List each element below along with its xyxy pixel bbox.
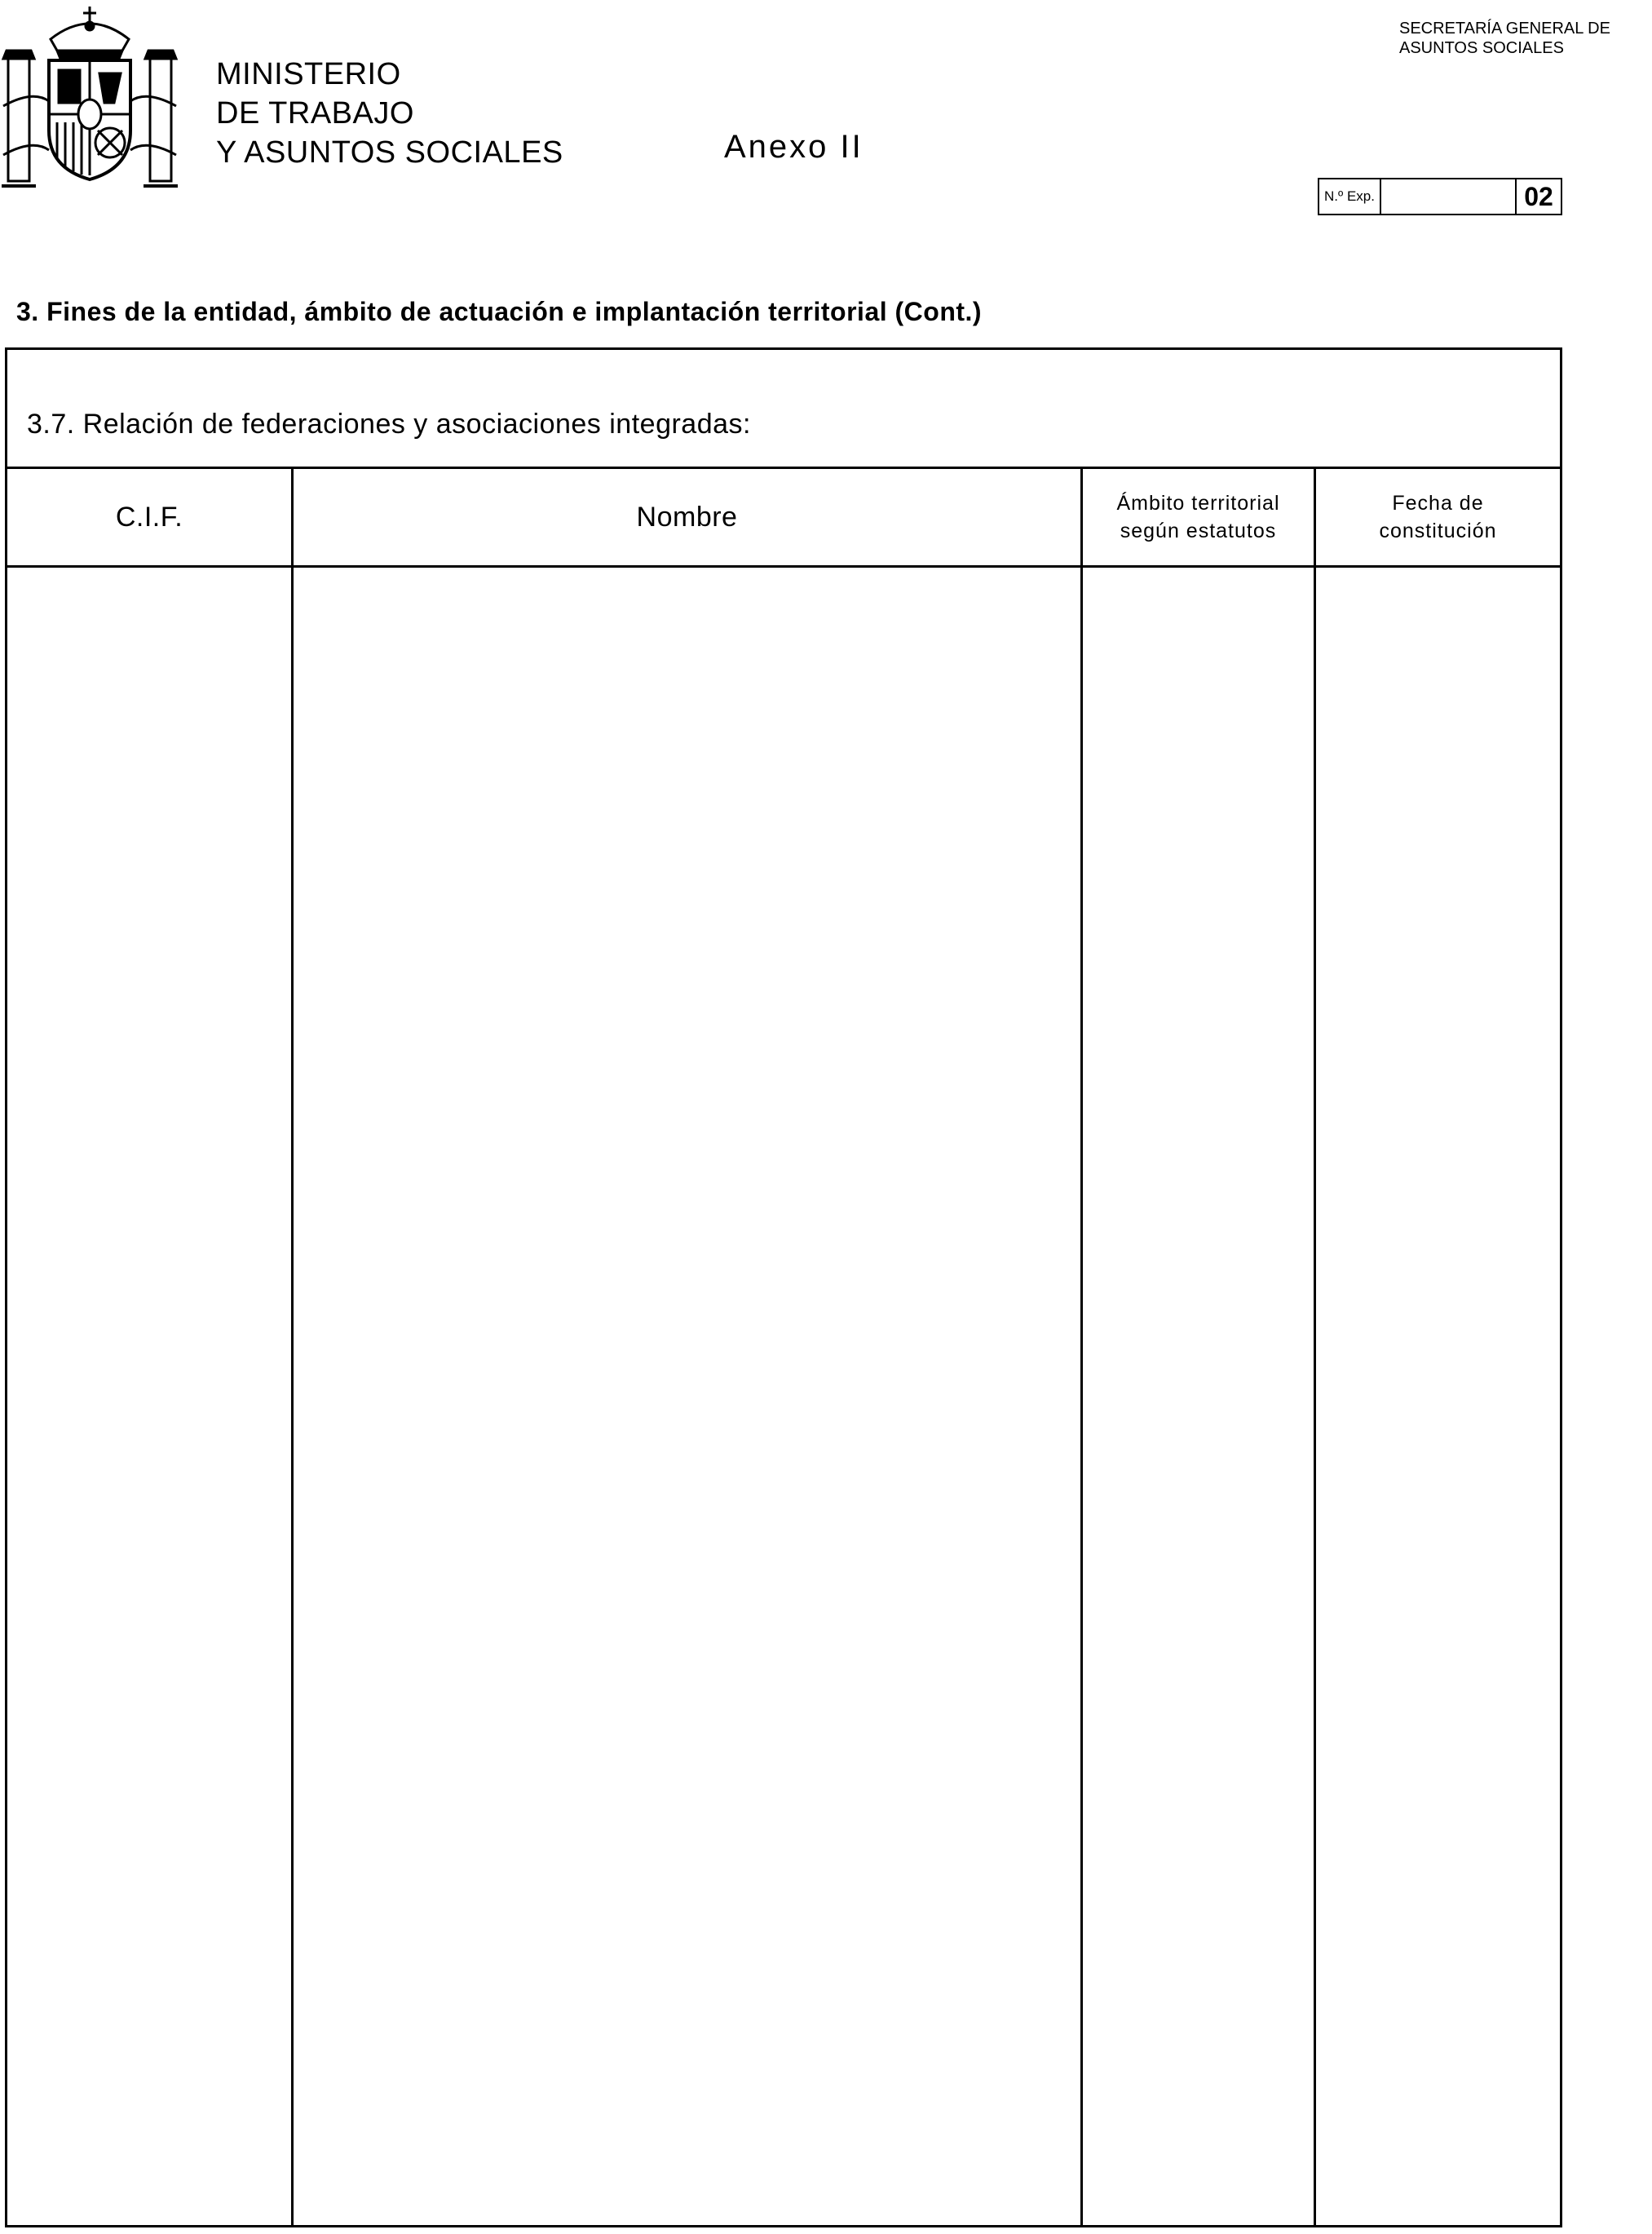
column-header-fecha-constitucion: Fecha de constitución <box>1379 492 1497 542</box>
ministry-name-line-2: DE TRABAJO <box>216 96 414 131</box>
ministry-name-line-3: Y ASUNTOS SOCIALES <box>216 135 563 170</box>
form-code: 02 <box>1515 179 1561 214</box>
expedient-number-box <box>1318 178 1562 215</box>
nombre-entry-area[interactable] <box>294 568 1080 2225</box>
subsection-title: 3.7. Relación de federaciones y asociaciones integradas: <box>27 409 751 440</box>
secretaria-line-1: SECRETARÍA GENERAL DE <box>1399 20 1610 38</box>
cif-entry-area[interactable] <box>7 568 291 2225</box>
secretaria-line-2: ASUNTOS SOCIALES <box>1399 39 1564 57</box>
annex-title: Anexo II <box>724 129 864 165</box>
column-header-cif: C.I.F. <box>115 501 183 533</box>
section-title: 3. Fines de la entidad, ámbito de actuación e implantación territorial (Cont.) <box>16 297 983 326</box>
expedient-number-field[interactable] <box>1381 179 1517 214</box>
fecha-entry-area[interactable] <box>1316 568 1560 2225</box>
column-header-nombre: Nombre <box>636 501 738 533</box>
ambito-entry-area[interactable] <box>1083 568 1314 2225</box>
ministry-name-line-1: MINISTERIO <box>216 57 401 91</box>
coat-of-arms-emblem <box>0 0 179 196</box>
column-header-ambito-territorial: Ámbito territorial según estatutos <box>1116 492 1280 542</box>
expedient-number-label: N.º Exp. <box>1319 179 1381 214</box>
form-table <box>5 347 1562 2227</box>
